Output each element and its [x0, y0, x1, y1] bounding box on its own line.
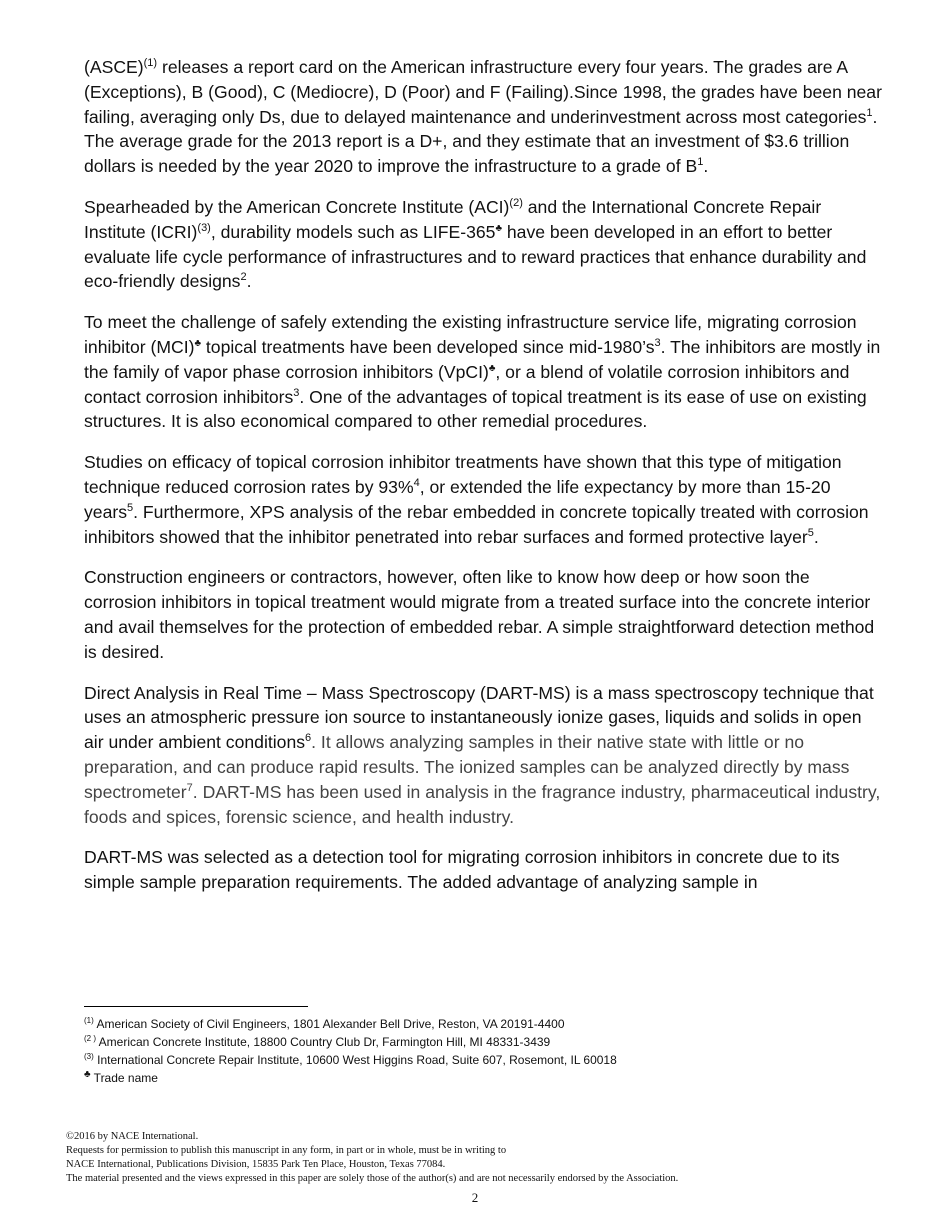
citation-superscript: 5 [807, 526, 814, 539]
body-text [84, 55, 884, 911]
trade-name-icon: ♣ [488, 362, 496, 374]
footnote-marker: (2 ) [84, 1034, 96, 1043]
citation-superscript: (1) [143, 57, 158, 70]
paragraph-text: . The inhibitors are mostly in the family of vapor phase corrosion inhibitors (VpCI) [84, 336, 881, 382]
paragraph [84, 450, 884, 549]
paragraph-text: . The average grade for the 2013 report is a D+, and they estimate that an investment of $3.6 trillion dollars is needed by the year 2020 to improve the infrastructure to a grade of B [84, 106, 878, 177]
paragraph-text: . Furthermore, XPS analysis of the rebar embedded in concrete topically treated with corrosion inhibitors showed that the inhibitor penetrated into rebar surfaces and formed protective layer [84, 501, 869, 547]
address-line: NACE International, Publications Division, 15835 Park Ten Place, Houston, Texas 77084. [66, 1159, 446, 1170]
paragraph-text: To meet the challenge of safely extending the existing infrastructure service life, migrating corrosion inhibitor (MCI) [84, 312, 857, 357]
footnote-text: American Concrete Institute, 18800 Country Club Dr, Farmington Hill, MI 48331-3439 [96, 1035, 551, 1049]
paragraph-text: Direct Analysis in Real Time – Mass Spectroscopy (DART-MS) is a mass spectroscopy technique that uses an atmospheric pressure ion source to instantaneously ionize gases, liquids and solids in open air under ambient conditions [84, 682, 874, 753]
citation-superscript: 7 [186, 781, 193, 794]
paragraph-text: . [246, 271, 252, 292]
paragraph-text: Spearheaded by the American Concrete Institute (ACI) [84, 196, 510, 217]
paragraph-text: . [703, 156, 709, 177]
trade-name-icon: ♣ [84, 1069, 91, 1080]
citation-superscript: 3 [654, 337, 661, 350]
footnote-divider [84, 1006, 308, 1007]
paragraph [84, 310, 884, 434]
paragraph [84, 845, 884, 895]
paragraph-text: . It allows analyzing samples in their native state with little or no preparation, and can produce rapid results. The ionized samples can be analyzed directly by mass spectrometer [84, 732, 850, 802]
paragraph-text: , durability models such as LIFE-365 [210, 221, 496, 242]
paragraph-text: (ASCE) [84, 57, 144, 77]
footnote-marker: (3) [84, 1052, 94, 1061]
paragraph-text: . [813, 526, 819, 547]
paragraph [84, 55, 884, 179]
trade-name-icon: ♣ [495, 222, 502, 234]
copyright-notice [66, 1130, 886, 1186]
paragraph-text: topical treatments have been developed since mid-1980’s [201, 336, 655, 357]
citation-superscript: (2) [509, 197, 523, 210]
paragraph-text: releases a report card on the American infrastructure every four years. The grades are A (Exceptions), B (Good), C (Mediocre), D (Poor) and F (Failing).Since 1998, the grades have been near failing, averaging only Ds, due to delayed maintenance and underinvestment across most categories [84, 57, 882, 127]
footnote [84, 1051, 884, 1069]
footnote-marker: (1) [84, 1016, 94, 1025]
disclaimer-line: The material presented and the views expressed in this paper are solely those of the author(s) and are not necessarily endorsed by the Association. [66, 1173, 679, 1184]
citation-superscript: 4 [413, 477, 420, 490]
trade-name-icon: ♣ [194, 338, 202, 350]
paragraph-text: Construction engineers or contractors, however, often like to know how deep or how soon the corrosion inhibitors in topical treatment would migrate from a treated surface into the concrete interior and avail themselves for the protection of embedded rebar. A simple straightforward detection method is desired. [84, 567, 875, 662]
paragraph-text: and the International Concrete Repair Institute (ICRI) [84, 196, 822, 242]
paragraph-text: , or extended the life expectancy by more than 15-20 years [84, 476, 831, 522]
citation-superscript: 6 [305, 732, 312, 745]
paragraph-text: Studies on efficacy of topical corrosion inhibitor treatments have shown that this type of mitigation technique reduced corrosion rates by 93% [84, 452, 842, 497]
paragraph [84, 195, 884, 294]
permission-line: Requests for permission to publish this manuscript in any form, in part or in whole, must be in writing to [66, 1145, 507, 1156]
paragraph-text: , or a blend of volatile corrosion inhibitors and contact corrosion inhibitors [84, 361, 850, 407]
paragraph [84, 681, 884, 830]
citation-superscript: 1 [697, 156, 704, 169]
page-number: 2 [471, 1190, 479, 1205]
paragraph-text: . DART-MS has been used in analysis in the fragrance industry, pharmaceutical industry, foods and spices, forensic science, and health industry. [84, 781, 881, 827]
footnote [84, 1069, 884, 1087]
citation-superscript: (3) [197, 221, 211, 234]
copyright-line: ©2016 by NACE International. [66, 1131, 199, 1142]
footnote-text: Trade name [90, 1071, 158, 1085]
citation-superscript: 1 [866, 106, 873, 119]
footnote [84, 1015, 884, 1033]
citation-superscript: 5 [127, 501, 134, 514]
footnotes [84, 1015, 884, 1087]
citation-superscript: 3 [293, 386, 300, 399]
paragraph-text: DART-MS was selected as a detection tool for migrating corrosion inhibitors in concrete due to its simple sample preparation requirements. The added advantage of analyzing sample in [84, 847, 840, 893]
paragraph-text: have been developed in an effort to better evaluate life cycle performance of infrastructures and to reward practices that enhance durability and eco-friendly designs [84, 221, 867, 292]
citation-superscript: 2 [240, 271, 247, 284]
footnote-text: American Society of Civil Engineers, 1801 Alexander Bell Drive, Reston, VA 20191-4400 [93, 1017, 565, 1031]
footnote [84, 1033, 884, 1051]
footnote-text: International Concrete Repair Institute, 10600 West Higgins Road, Suite 607, Rosemont, IL 60018 [93, 1053, 617, 1067]
paragraph [84, 565, 884, 664]
paragraph-text: . One of the advantages of topical treatment is its ease of use on existing structures. It is also economical compared to other remedial procedures. [84, 386, 867, 432]
